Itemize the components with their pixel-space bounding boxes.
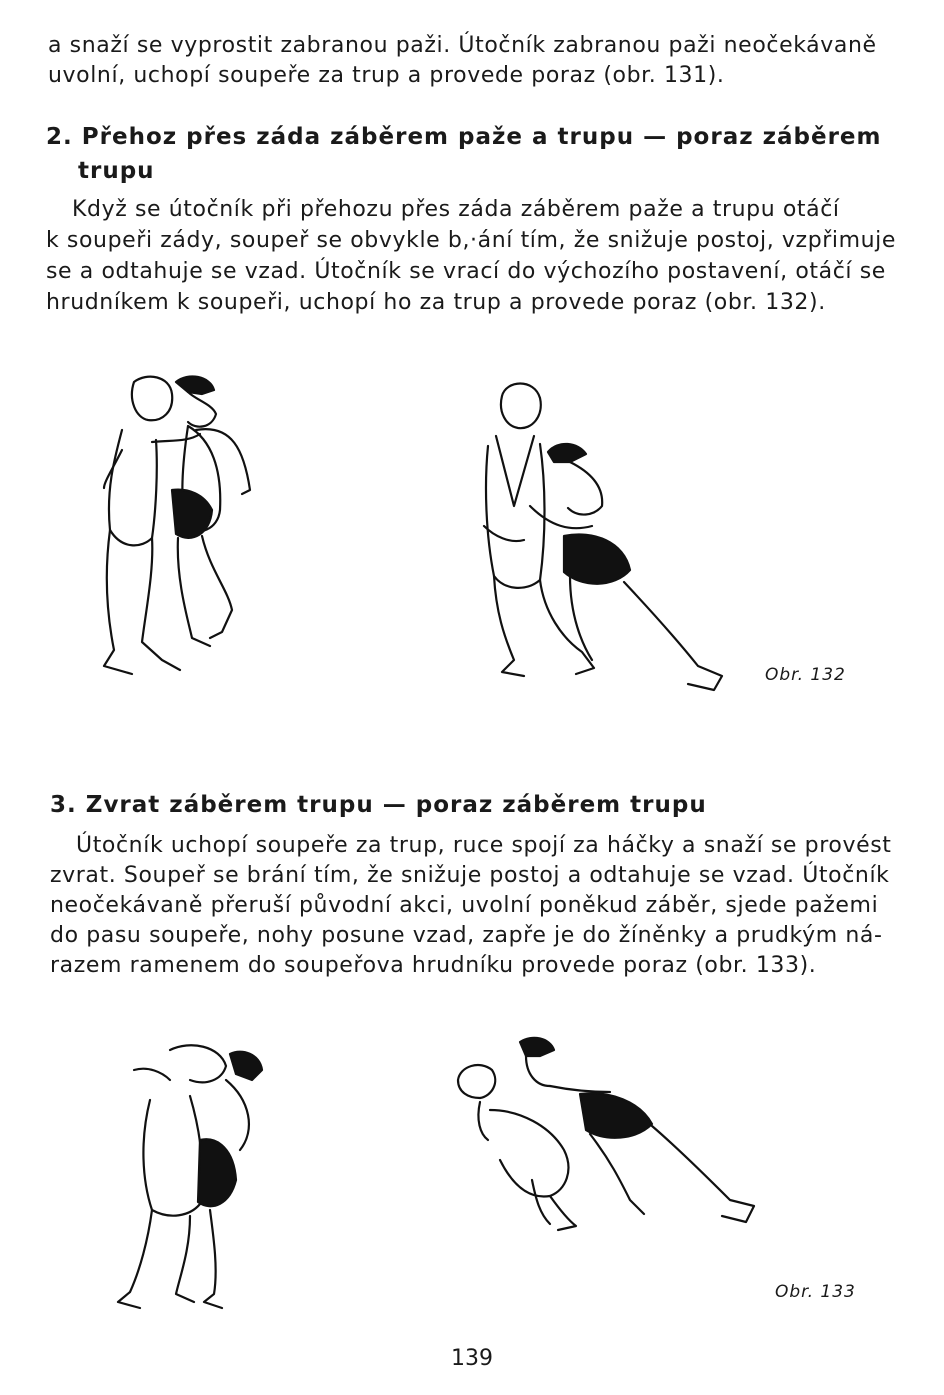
figure-133-left-illustration xyxy=(110,1040,270,1320)
section2-line-2: k soupeři zády, soupeř se obvykle b,·ání tím, že snižuje postoj, vzpřimuje xyxy=(46,228,897,253)
section2-line-4: hrudníkem k soupeři, uchopí ho za trup a provede poraz (obr. 132). xyxy=(46,290,826,315)
section2-heading xyxy=(46,124,882,150)
section3-line-2: zvrat. Soupeř se brání tím, že snižuje postoj a odtahuje se vzad. Útočník xyxy=(50,863,890,888)
section3-line-1: Útočník uchopí soupeře za trup, ruce spojí za háčky a snaží se provést xyxy=(76,833,892,858)
figure-132-right-illustration xyxy=(474,376,734,706)
intro-line-1: a snaží se vyprostit zabranou paži. Útočník zabranou paži neočekávaně xyxy=(48,33,877,58)
figure-133-right-illustration xyxy=(440,1030,770,1240)
figure-132-caption: Obr. 132 xyxy=(765,665,846,685)
page-number: 139 xyxy=(451,1346,493,1371)
section2-number: 2. xyxy=(46,124,73,150)
figure-133-caption: Obr. 133 xyxy=(775,1282,856,1302)
section2-heading-line1: Přehoz přes záda záběrem paže a trupu — poraz záběrem xyxy=(81,124,882,150)
section3-line-3: neočekávaně přeruší původní akci, uvolní poněkud záběr, sjede pažemi xyxy=(50,893,879,918)
section3-number: 3. xyxy=(50,792,77,818)
section3-line-4: do pasu soupeře, nohy posune vzad, zapře je do žíněnky a prudkým ná- xyxy=(50,923,883,948)
section2-line-1: Když se útočník při přehozu přes záda záběrem paže a trupu otáčí xyxy=(72,197,840,222)
section2-line-3: se a odtahuje se vzad. Útočník se vrací do výchozího postavení, otáčí se xyxy=(46,259,886,284)
section3-line-5: razem ramenem do soupeřova hrudníku provede poraz (obr. 133). xyxy=(50,953,817,978)
figure-132-left-illustration xyxy=(92,370,272,700)
intro-line-2: uvolní, uchopí soupeře za trup a provede poraz (obr. 131). xyxy=(48,63,725,88)
section3-heading-text: Zvrat záběrem trupu — poraz záběrem trupu xyxy=(85,792,707,818)
section2-heading-line2: trupu xyxy=(78,158,155,184)
section3-heading xyxy=(50,792,707,818)
